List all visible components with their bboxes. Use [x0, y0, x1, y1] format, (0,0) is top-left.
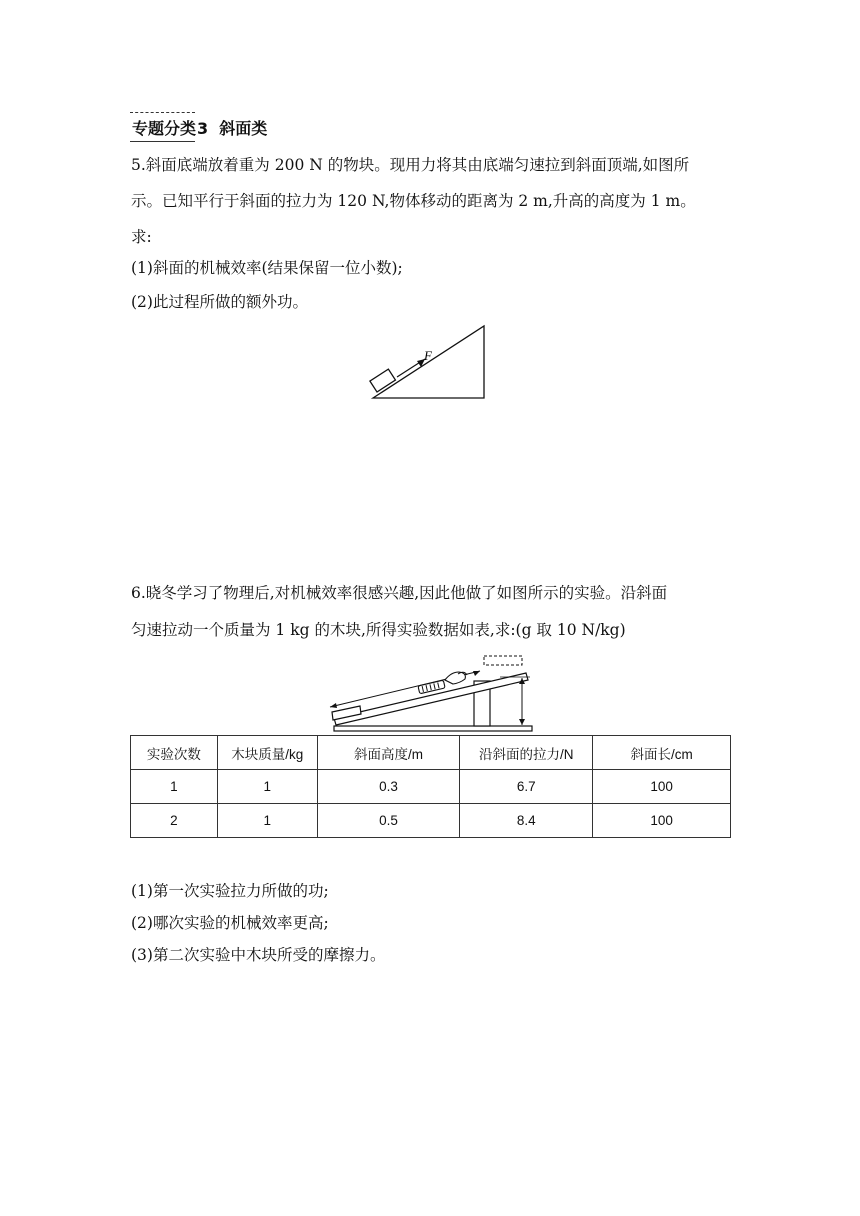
- incline-figure: [370, 322, 490, 402]
- force-label: F: [424, 348, 432, 363]
- q6-subquestion-3: (3)第二次实验中木块所受的摩擦力。: [131, 946, 386, 964]
- section-heading: 斜面类: [219, 119, 268, 138]
- length-arrowhead-right: [473, 671, 480, 676]
- q5-line-3: 求:: [131, 228, 152, 246]
- q5-subquestion-1: (1)斜面的机械效率(结果保留一位小数);: [131, 259, 403, 277]
- table-cell: 1: [217, 804, 317, 838]
- block: [370, 369, 396, 392]
- table-header-cell: 实验次数: [131, 736, 218, 770]
- table-header-row: [131, 736, 731, 770]
- q6-line-1: 6.晓冬学习了物理后,对机械效率很感兴趣,因此他做了如图所示的实验。沿斜面: [131, 584, 668, 602]
- table-row: [131, 804, 731, 838]
- experiment-figure: [320, 652, 540, 734]
- q6-subquestion-2: (2)哪次实验的机械效率更高;: [131, 914, 329, 932]
- table-row: [131, 770, 731, 804]
- hand: [445, 672, 465, 684]
- table-header-cell: 沿斜面的拉力/N: [460, 736, 593, 770]
- q5-subquestion-2: (2)此过程所做的额外功。: [131, 293, 308, 311]
- table-cell: 2: [131, 804, 218, 838]
- table-cell: 100: [593, 804, 731, 838]
- base-board: [334, 726, 532, 731]
- table-cell: 1: [217, 770, 317, 804]
- section-title: [131, 116, 267, 139]
- q6-line-2: 匀速拉动一个质量为 1 kg 的木块,所得实验数据如表,求:(g 取 10 N/kg): [131, 621, 626, 639]
- q6-subquestion-1: (1)第一次实验拉力所做的功;: [131, 882, 329, 900]
- table-cell: 0.5: [317, 804, 460, 838]
- table-cell: 1: [131, 770, 218, 804]
- section-label: 专题分类: [131, 116, 197, 139]
- top-position-dashed: [484, 656, 522, 665]
- table-cell: 8.4: [460, 804, 593, 838]
- table-cell: 6.7: [460, 770, 593, 804]
- q5-line-1: 5.斜面底端放着重为 200 N 的物块。现用力将其由底端匀速拉到斜面顶端,如图所: [131, 156, 690, 174]
- table-cell: 100: [593, 770, 731, 804]
- q5-line-2: 示。已知平行于斜面的拉力为 120 N,物体移动的距离为 2 m,升高的高度为 1 m。: [131, 192, 696, 210]
- table-header-cell: 斜面高度/m: [317, 736, 460, 770]
- section-number: 3: [197, 119, 209, 138]
- table-header-cell: 木块质量/kg: [217, 736, 317, 770]
- table-header-cell: 斜面长/cm: [593, 736, 731, 770]
- table-cell: 0.3: [317, 770, 460, 804]
- experiment-data-table: [130, 735, 731, 838]
